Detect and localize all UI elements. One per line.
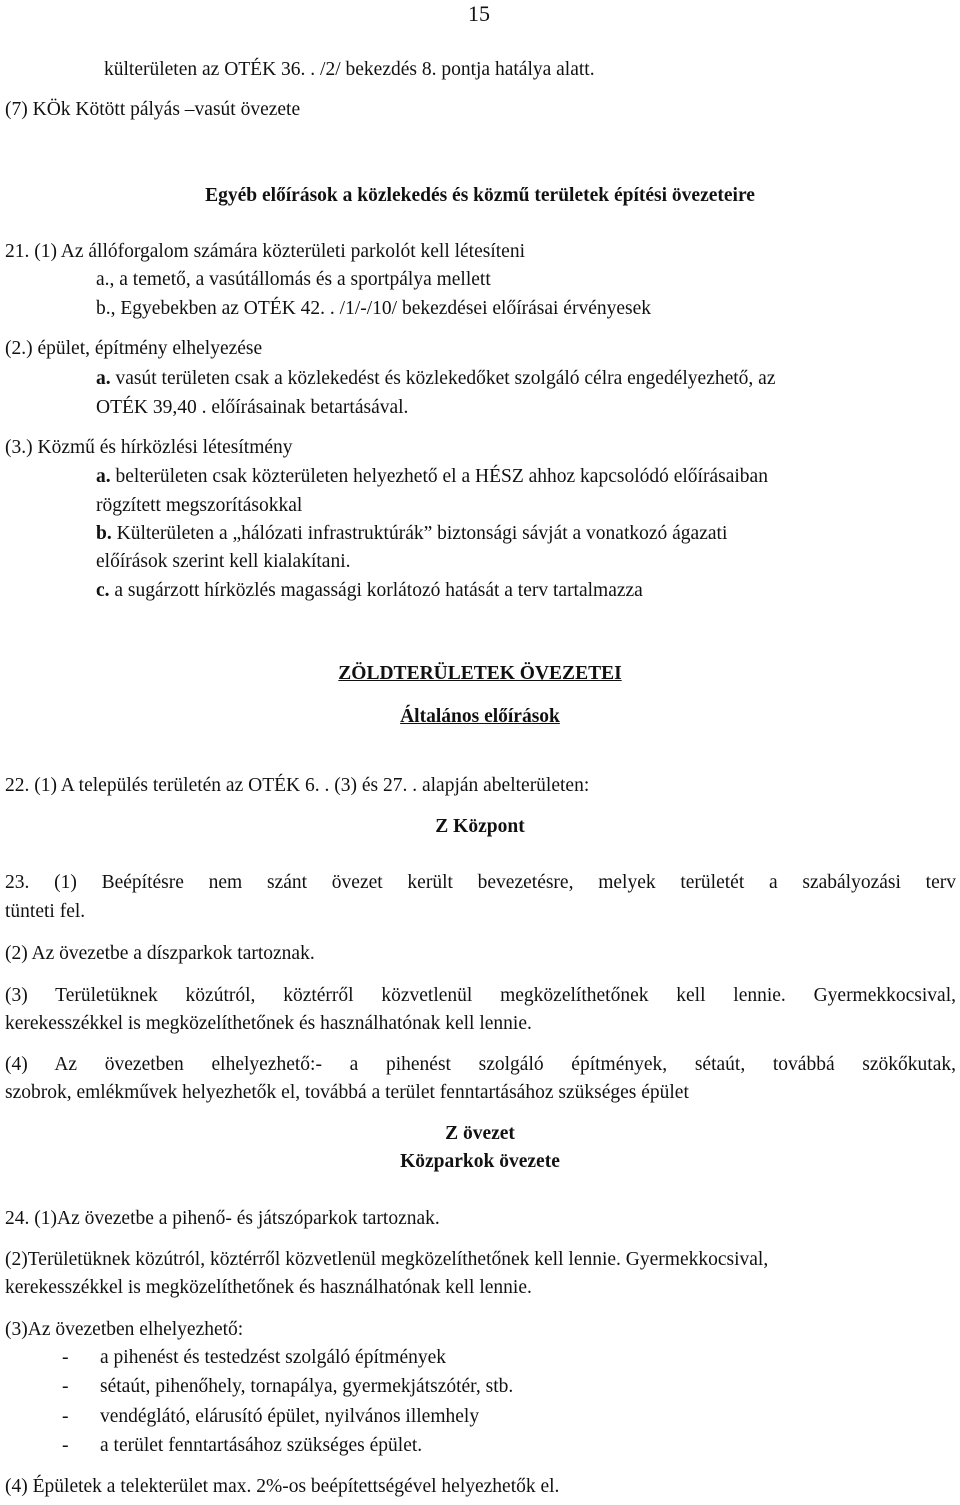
- item-letter: b.: [96, 523, 112, 544]
- text-line: 24. (1)Az övezetbe a pihenő- és játszóparkok tartoznak.: [5, 1208, 440, 1229]
- item-text: vasút területen csak a közlekedést és közlekedőket szolgáló célra engedélyezhető, az: [110, 368, 776, 389]
- text-line: szobrok, emlékművek helyezhetők el, továbbá a terület fenntartásához szükséges épület: [5, 1082, 689, 1103]
- section-heading: ZÖLDTERÜLETEK ÖVEZETEI: [338, 663, 622, 684]
- text-line: [96, 520, 727, 548]
- subsection-heading: Z övezet: [445, 1123, 515, 1144]
- text-line: a., a temető, a vasútállomás és a sportpálya mellett: [96, 269, 491, 290]
- text-line: 21. (1) Az állóforgalom számára közterületi parkolót kell létesíteni: [5, 241, 526, 262]
- text-line: kerekesszékkel is megközelíthetőnek és használhatónak kell lennie.: [5, 1277, 532, 1298]
- text-line: előírások szerint kell kialakítani.: [96, 551, 351, 572]
- item-text: belterületen csak közterületen helyezhető el a HÉSZ ahhoz kapcsolódó előírásaiban: [110, 466, 768, 487]
- item-letter: a.: [96, 368, 111, 389]
- text-line: tünteti fel.: [5, 901, 86, 922]
- text-line: [96, 577, 643, 605]
- text-line: (3)Az övezetben elhelyezhető:: [5, 1319, 244, 1340]
- text-line: 22. (1) A település területén az OTÉK 6. . (3) és 27. . alapján abelterületen:: [5, 775, 590, 796]
- text-line: b., Egyebekben az OTÉK 42. . /1/-/10/ bekezdései előírásai érvényesek: [96, 298, 651, 319]
- subsection-heading: Közparkok övezete: [400, 1151, 560, 1172]
- list-item: sétaút, pihenőhely, tornapálya, gyermekjátszótér, stb.: [100, 1376, 514, 1397]
- page-number: 15: [468, 1, 490, 26]
- text-line: (2)Területüknek közútról, köztérről közvetlenül megközelíthetőnek kell lennie. Gyermekkocsival,: [5, 1249, 769, 1270]
- text-line: 23. (1) Beépítésre nem szánt övezet került bevezetésre, melyek területét a szabályozási terv: [5, 872, 956, 893]
- subsection-heading: Általános előírások: [400, 706, 560, 727]
- item-text: Külterületen a „hálózati infrastruktúrák” biztonsági sávját a vonatkozó ágazati: [111, 523, 728, 544]
- text-line: külterületen az OTÉK 36. . /2/ bekezdés 8. pontja hatálya alatt.: [104, 59, 595, 80]
- section-heading: Egyéb előírások a közlekedés és közmű területek építési övezeteire: [205, 185, 755, 206]
- subsection-heading: Z Központ: [435, 816, 525, 837]
- text-line: (2) Az övezetbe a díszparkok tartoznak.: [5, 943, 315, 964]
- text-line: (3.) Közmű és hírközlési létesítmény: [5, 437, 293, 458]
- text-line: OTÉK 39,40 . előírásainak betartásával.: [96, 397, 409, 418]
- list-bullet: -: [62, 1347, 69, 1368]
- list-item: vendéglátó, elárusító épület, nyilvános illemhely: [100, 1406, 480, 1427]
- item-letter: a.: [96, 466, 111, 487]
- list-bullet: -: [62, 1376, 69, 1397]
- item-text: a sugárzott hírközlés magassági korlátozó hatását a terv tartalmazza: [109, 580, 643, 601]
- text-line: (2.) épület, építmény elhelyezése: [5, 338, 263, 359]
- text-line: (4) Az övezetben elhelyezhető:- a pihenést szolgáló építmények, sétaút, továbbá szökőkutak,: [5, 1054, 956, 1075]
- text-line: (7) KÖk Kötött pályás –vasút övezete: [5, 99, 301, 120]
- list-bullet: -: [62, 1406, 69, 1427]
- list-item: a pihenést és testedzést szolgáló építmények: [100, 1347, 447, 1368]
- text-line: rögzített megszorításokkal: [96, 495, 303, 516]
- text-line: (4) Épületek a telekterület max. 2%-os beépítettségével helyezhetők el.: [5, 1476, 560, 1497]
- list-bullet: -: [62, 1435, 69, 1456]
- item-letter: c.: [96, 580, 110, 601]
- text-line: (3) Területüknek közútról, köztérről közvetlenül megközelíthetőnek kell lennie. Gyermekkocsival,: [5, 985, 956, 1006]
- list-item: a terület fenntartásához szükséges épület.: [100, 1435, 423, 1456]
- text-line: [96, 463, 768, 491]
- text-line: kerekesszékkel is megközelíthetőnek és használhatónak kell lennie.: [5, 1013, 532, 1034]
- text-line: [96, 365, 775, 393]
